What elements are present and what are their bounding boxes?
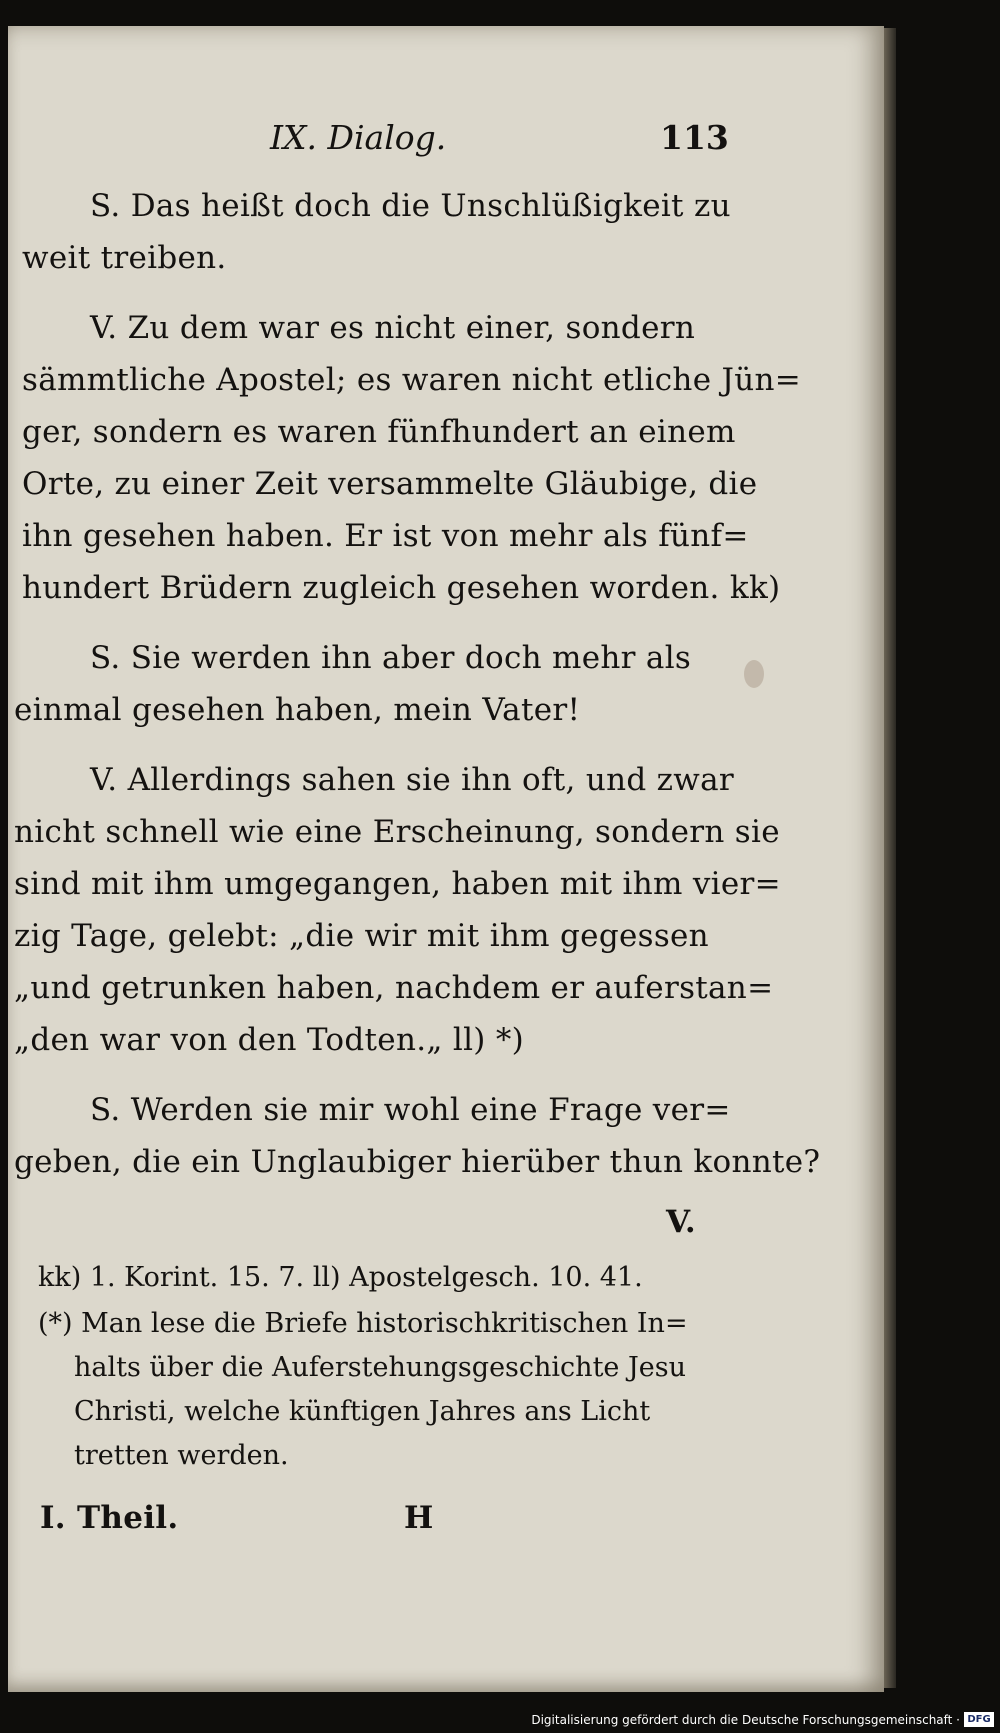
body-line-16: „den war von den Todten.„ ll) *) <box>14 1022 525 1058</box>
footnote-line-1: (*) Man lese die Briefe historischkritischen In= <box>38 1308 688 1339</box>
sheet-signature: H <box>404 1500 434 1536</box>
body-line-1: S. Das heißt doch die Unschlüßigkeit zu <box>90 188 731 224</box>
body-line-2: weit treiben. <box>22 240 227 276</box>
body-line-9: S. Sie werden ihn aber doch mehr als <box>90 640 692 676</box>
digitization-footer <box>0 1706 1000 1733</box>
body-line-17: S. Werden sie mir wohl eine Frage ver= <box>90 1092 731 1128</box>
digitization-credit: Digitalisierung gefördert durch die Deutsche Forschungsgemeinschaft · <box>531 1713 960 1727</box>
body-line-7: ihn gesehen haben. Er ist von mehr als fünf= <box>22 518 749 554</box>
page-edge <box>884 28 896 1688</box>
body-line-14: zig Tage, gelebt: „die wir mit ihm gegessen <box>14 918 709 954</box>
body-line-12: nicht schnell wie eine Erscheinung, sondern sie <box>14 814 780 850</box>
body-line-8: hundert Brüdern zugleich gesehen worden. kk) <box>22 570 781 606</box>
volume-signature: I. Theil. <box>40 1500 179 1536</box>
running-title: IX. Dialog. <box>270 118 447 157</box>
body-line-10: einmal gesehen haben, mein Vater! <box>14 692 581 728</box>
body-line-4: sämmtliche Apostel; es waren nicht etliche Jün= <box>22 362 802 398</box>
catchword: V. <box>666 1204 697 1240</box>
body-line-5: ger, sondern es waren fünfhundert an einem <box>22 414 736 450</box>
body-line-11: V. Allerdings sahen sie ihn oft, und zwar <box>90 762 735 798</box>
footnote-line-4: tretten werden. <box>74 1440 289 1471</box>
page-number: 113 <box>660 118 729 157</box>
body-line-13: sind mit ihm umgegangen, haben mit ihm vier= <box>14 866 781 902</box>
body-line-3: V. Zu dem war es nicht einer, sondern <box>90 310 696 346</box>
footnote-line-3: Christi, welche künftigen Jahres ans Licht <box>74 1396 651 1427</box>
dfg-logo: DFG <box>964 1712 994 1727</box>
body-line-6: Orte, zu einer Zeit versammelte Gläubige, die <box>22 466 758 502</box>
body-line-18: geben, die ein Unglaubiger hierüber thun konnte? <box>14 1144 821 1180</box>
footnote-line-2: halts über die Auferstehungsgeschichte Jesu <box>74 1352 687 1383</box>
footnote-refs: kk) 1. Korint. 15. 7. ll) Apostelgesch. 10. 41. <box>38 1262 643 1293</box>
paper-stain <box>744 660 764 688</box>
body-line-15: „und getrunken haben, nachdem er auferstan= <box>14 970 774 1006</box>
